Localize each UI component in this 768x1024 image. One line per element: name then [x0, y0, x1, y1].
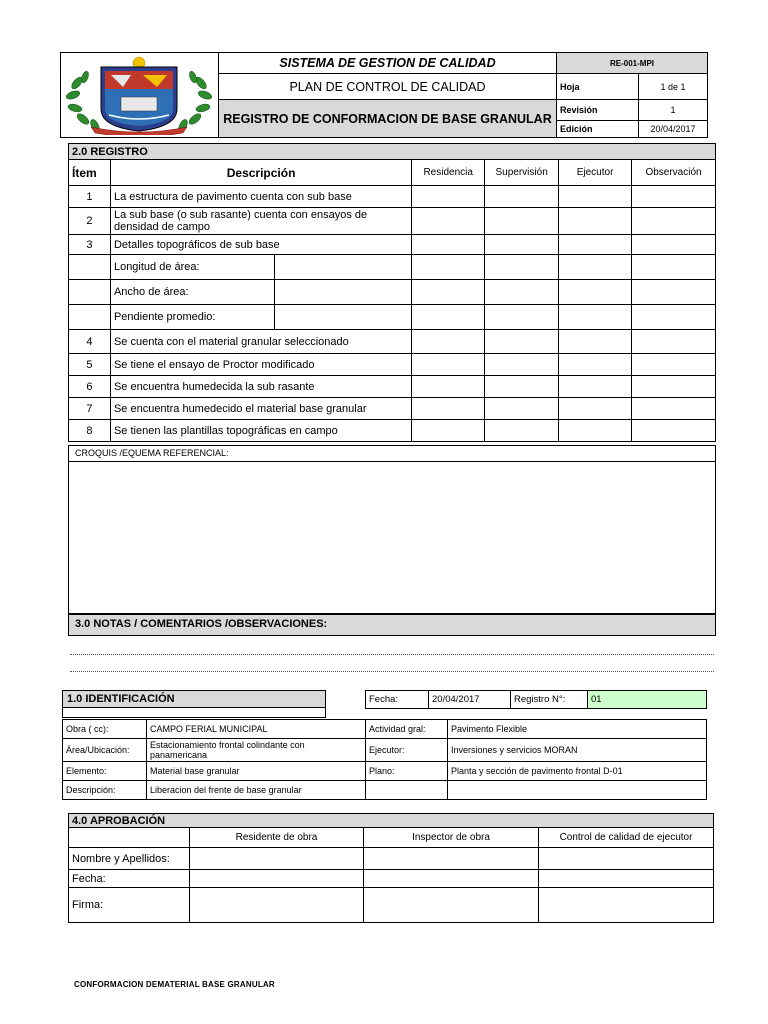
check-cell[interactable]	[485, 255, 559, 280]
plan-subtitle: PLAN DE CONTROL DE CALIDAD	[219, 74, 557, 100]
check-cell[interactable]	[559, 255, 632, 280]
signature-field[interactable]	[190, 848, 364, 870]
col-supervision: Supervisión	[485, 160, 559, 186]
registro-number-label: Registro N°:	[511, 691, 588, 709]
value-cell[interactable]	[274, 255, 412, 280]
empty-cell	[448, 781, 707, 800]
item-description: La estructura de pavimento cuenta con sub base	[110, 186, 411, 208]
empty-cell	[366, 781, 448, 800]
item-description: Se tienen las plantillas topográficas en campo	[110, 420, 411, 442]
area-label: Área/Ubicación:	[63, 739, 147, 762]
item-number: 3	[69, 235, 111, 255]
item-description: La sub base (o sub rasante) cuenta con ensayos de densidad de campo	[110, 208, 411, 235]
check-cell[interactable]	[559, 376, 632, 398]
system-title: SISTEMA DE GESTION DE CALIDAD	[219, 53, 557, 74]
check-cell[interactable]	[412, 330, 485, 354]
registro-section-title: 2.0 REGISTRO	[69, 144, 716, 160]
descripcion-value[interactable]: Liberacion del frente de base granular	[147, 781, 366, 800]
item-description: Se encuentra humedecida la sub rasante	[110, 376, 411, 398]
item-number: 8	[69, 420, 111, 442]
col-residente: Residente de obra	[190, 828, 364, 848]
check-cell[interactable]	[485, 305, 559, 330]
registro-table	[68, 143, 716, 442]
item-description: Ancho de área:	[110, 280, 274, 305]
check-cell[interactable]	[412, 305, 485, 330]
check-cell[interactable]	[632, 235, 716, 255]
check-cell[interactable]	[632, 398, 716, 420]
fecha-label: Fecha:	[366, 691, 429, 709]
notes-line[interactable]	[70, 654, 714, 655]
aprobacion-section-title: 4.0 APROBACIÓN	[69, 814, 714, 828]
check-cell[interactable]	[632, 330, 716, 354]
col-ejecutor: Ejecutor	[559, 160, 632, 186]
col-residencia: Residencia	[412, 160, 485, 186]
ejecutor-label: Ejecutor:	[366, 739, 448, 762]
item-description: Se cuenta con el material granular seleccionado	[110, 330, 411, 354]
edicion-label: Edición	[557, 121, 639, 138]
croquis-label: CROQUIS /EQUEMA REFERENCIAL:	[68, 445, 716, 462]
check-cell[interactable]	[412, 208, 485, 235]
check-cell[interactable]	[485, 420, 559, 442]
check-cell[interactable]	[559, 330, 632, 354]
elemento-value[interactable]: Material base granular	[147, 762, 366, 781]
item-number: 5	[69, 354, 111, 376]
check-cell[interactable]	[412, 235, 485, 255]
check-cell[interactable]	[632, 186, 716, 208]
check-cell[interactable]	[559, 208, 632, 235]
actividad-value[interactable]: Pavimento Flexible	[448, 720, 707, 739]
signature-field[interactable]	[364, 888, 539, 923]
item-description: Detalles topográficos de sub base	[110, 235, 411, 255]
col-observacion: Observación	[632, 160, 716, 186]
descripcion-label: Descripción:	[63, 781, 147, 800]
check-cell[interactable]	[485, 376, 559, 398]
obra-label: Obra ( cc):	[63, 720, 147, 739]
check-cell[interactable]	[559, 398, 632, 420]
table-row	[69, 280, 716, 305]
fecha-registro-row	[365, 690, 707, 709]
revision-label: Revisión	[557, 100, 639, 121]
revision-value: 1	[639, 100, 708, 121]
signature-field[interactable]	[190, 870, 364, 888]
identificacion-table	[62, 719, 707, 800]
obra-value[interactable]: CAMPO FERIAL MUNICIPAL	[147, 720, 366, 739]
check-cell[interactable]	[412, 398, 485, 420]
item-description: Pendiente promedio:	[110, 305, 274, 330]
empty-header-cell	[69, 828, 190, 848]
elemento-label: Elemento:	[63, 762, 147, 781]
plano-label: Plano:	[366, 762, 448, 781]
table-row	[69, 186, 716, 208]
check-cell[interactable]	[559, 186, 632, 208]
table-row	[69, 354, 716, 376]
plano-value[interactable]: Planta y sección de pavimento frontal D-01	[448, 762, 707, 781]
col-item: Ítem	[69, 160, 111, 186]
check-cell[interactable]	[485, 398, 559, 420]
row-firma-label: Firma:	[69, 888, 190, 923]
check-cell[interactable]	[412, 280, 485, 305]
item-number: 1	[69, 186, 111, 208]
value-cell[interactable]	[274, 280, 412, 305]
check-cell[interactable]	[559, 305, 632, 330]
table-row	[69, 255, 716, 280]
table-row	[69, 376, 716, 398]
table-row	[69, 235, 716, 255]
check-cell[interactable]	[412, 354, 485, 376]
ejecutor-value[interactable]: Inversiones y servicios MORAN	[448, 739, 707, 762]
area-value[interactable]: Estacionamiento frontal colindante con panamericana	[147, 739, 366, 762]
check-cell[interactable]	[485, 186, 559, 208]
check-cell[interactable]	[632, 420, 716, 442]
check-cell[interactable]	[485, 235, 559, 255]
signature-field[interactable]	[190, 888, 364, 923]
table-row	[69, 398, 716, 420]
check-cell[interactable]	[412, 376, 485, 398]
check-cell[interactable]	[485, 354, 559, 376]
item-number: 6	[69, 376, 111, 398]
item-description: Se tiene el ensayo de Proctor modificado	[110, 354, 411, 376]
check-cell[interactable]	[485, 208, 559, 235]
col-descripcion: Descripción	[110, 160, 411, 186]
check-cell[interactable]	[412, 255, 485, 280]
item-number: 7	[69, 398, 111, 420]
row-nombre-label: Nombre y Apellidos:	[69, 848, 190, 870]
item-number	[69, 280, 111, 305]
check-cell[interactable]	[559, 280, 632, 305]
fecha-value[interactable]: 20/04/2017	[429, 691, 511, 709]
edicion-value: 20/04/2017	[639, 121, 708, 138]
check-cell[interactable]	[485, 280, 559, 305]
check-cell[interactable]	[632, 255, 716, 280]
item-description: Se encuentra humedecido el material base granular	[110, 398, 411, 420]
document-header	[60, 52, 708, 138]
check-cell[interactable]	[412, 420, 485, 442]
item-number: 2	[69, 208, 111, 235]
check-cell[interactable]	[485, 330, 559, 354]
check-cell[interactable]	[559, 235, 632, 255]
value-cell[interactable]	[274, 305, 412, 330]
identificacion-spacer	[62, 708, 326, 718]
signature-field[interactable]	[539, 870, 714, 888]
footer-text: CONFORMACION DEMATERIAL BASE GRANULAR	[74, 980, 275, 989]
signature-field[interactable]	[364, 870, 539, 888]
notes-line[interactable]	[70, 671, 714, 672]
item-number	[69, 255, 111, 280]
actividad-label: Actividad gral:	[366, 720, 448, 739]
check-cell[interactable]	[559, 420, 632, 442]
check-cell[interactable]	[632, 280, 716, 305]
registro-number-value[interactable]: 01	[588, 691, 707, 709]
table-row	[69, 208, 716, 235]
aprobacion-table	[68, 813, 714, 923]
logo-cell	[61, 53, 219, 138]
item-description: Longitud de área:	[110, 255, 274, 280]
notas-section-title: 3.0 NOTAS / COMENTARIOS /OBSERVACIONES:	[68, 614, 716, 636]
signature-field[interactable]	[539, 848, 714, 870]
hoja-value: 1 de 1	[639, 74, 708, 100]
hoja-label: Hoja	[557, 74, 639, 100]
document-code: RE-001-MPI	[557, 53, 708, 74]
record-title: REGISTRO DE CONFORMACION DE BASE GRANULAR	[219, 100, 557, 138]
signature-field[interactable]	[539, 888, 714, 923]
row-fecha-label: Fecha:	[69, 870, 190, 888]
check-cell[interactable]	[412, 186, 485, 208]
check-cell[interactable]	[632, 354, 716, 376]
check-cell[interactable]	[632, 376, 716, 398]
item-number	[69, 305, 111, 330]
check-cell[interactable]	[632, 208, 716, 235]
identificacion-section-title: 1.0 IDENTIFICACIÓN	[62, 690, 326, 708]
table-row	[69, 305, 716, 330]
item-number: 4	[69, 330, 111, 354]
check-cell[interactable]	[559, 354, 632, 376]
col-control: Control de calidad de ejecutor	[539, 828, 714, 848]
check-cell[interactable]	[632, 305, 716, 330]
signature-field[interactable]	[364, 848, 539, 870]
municipal-coat-of-arms-icon	[61, 53, 217, 135]
croquis-drawing-area[interactable]	[68, 462, 716, 614]
table-row	[69, 330, 716, 354]
col-inspector: Inspector de obra	[364, 828, 539, 848]
table-row	[69, 420, 716, 442]
